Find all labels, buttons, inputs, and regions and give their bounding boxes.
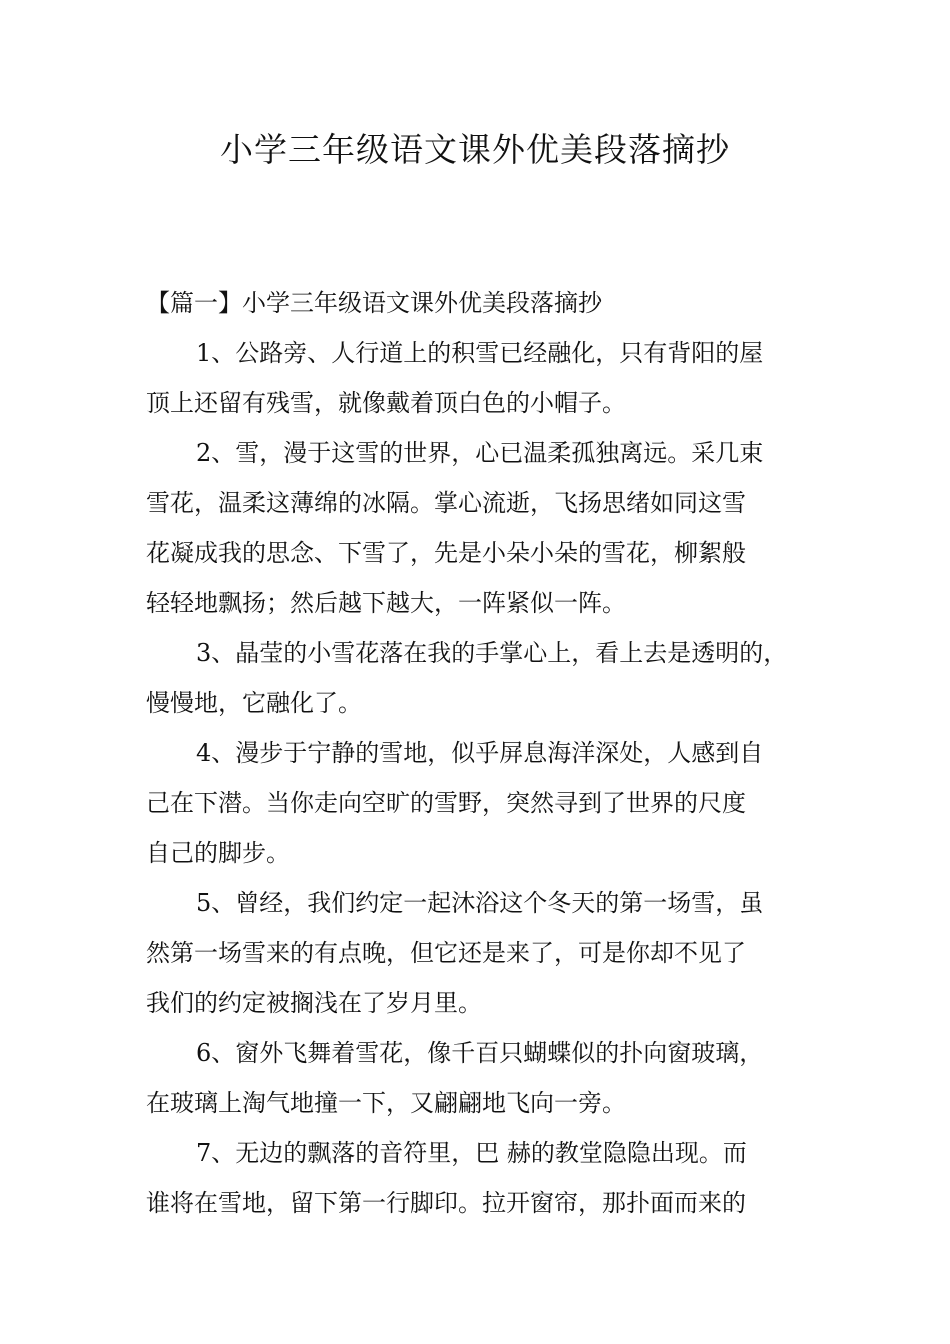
text-line: 轻轻地飘扬；然后越下越大，一阵紧似一阵。	[146, 589, 626, 617]
text-line: 7、无边的飘落的音符里，巴 赫的教堂隐隐出现。而	[196, 1139, 747, 1167]
text-line: 然第一场雪来的有点晚，但它还是来了，可是你却不见了	[146, 939, 746, 967]
document-body	[146, 278, 826, 1228]
text-line: 自己的脚步。	[146, 839, 290, 867]
text-line: 己在下潜。当你走向空旷的雪野，突然寻到了世界的尺度	[146, 789, 746, 817]
text-line: 顶上还留有残雪，就像戴着顶白色的小帽子。	[146, 389, 626, 417]
text-line: 我们的约定被搁浅在了岁月里。	[146, 989, 482, 1017]
text-line: 在玻璃上淘气地撞一下，又翩翩地飞向一旁。	[146, 1089, 626, 1117]
text-line: 4、漫步于宁静的雪地，似乎屏息海洋深处，人感到自	[196, 739, 764, 767]
text-line: 慢慢地，它融化了。	[146, 689, 362, 717]
text-line: 2、雪，漫于这雪的世界，心已温柔孤独离远。采几束	[196, 439, 764, 467]
text-line: 雪花，温柔这薄绵的冰隔。掌心流逝，飞扬思绪如同这雪	[146, 489, 746, 517]
text-line: 5、曾经，我们约定一起沐浴这个冬天的第一场雪，虽	[196, 889, 764, 917]
text-line: 1、公路旁、人行道上的积雪已经融化，只有背阳的屋	[196, 339, 764, 367]
text-line: 3、晶莹的小雪花落在我的手掌心上，看上去是透明的，	[196, 639, 788, 667]
text-line: 谁将在雪地，留下第一行脚印。拉开窗帘，那扑面而来的	[146, 1189, 746, 1217]
text-line: 【篇一】小学三年级语文课外优美段落摘抄	[146, 289, 602, 317]
text-line: 6、窗外飞舞着雪花，像千百只蝴蝶似的扑向窗玻璃，	[196, 1039, 764, 1067]
text-line: 花凝成我的思念、下雪了，先是小朵小朵的雪花，柳絮般	[146, 539, 746, 567]
page-title: 小学三年级语文课外优美段落摘抄	[220, 130, 730, 169]
